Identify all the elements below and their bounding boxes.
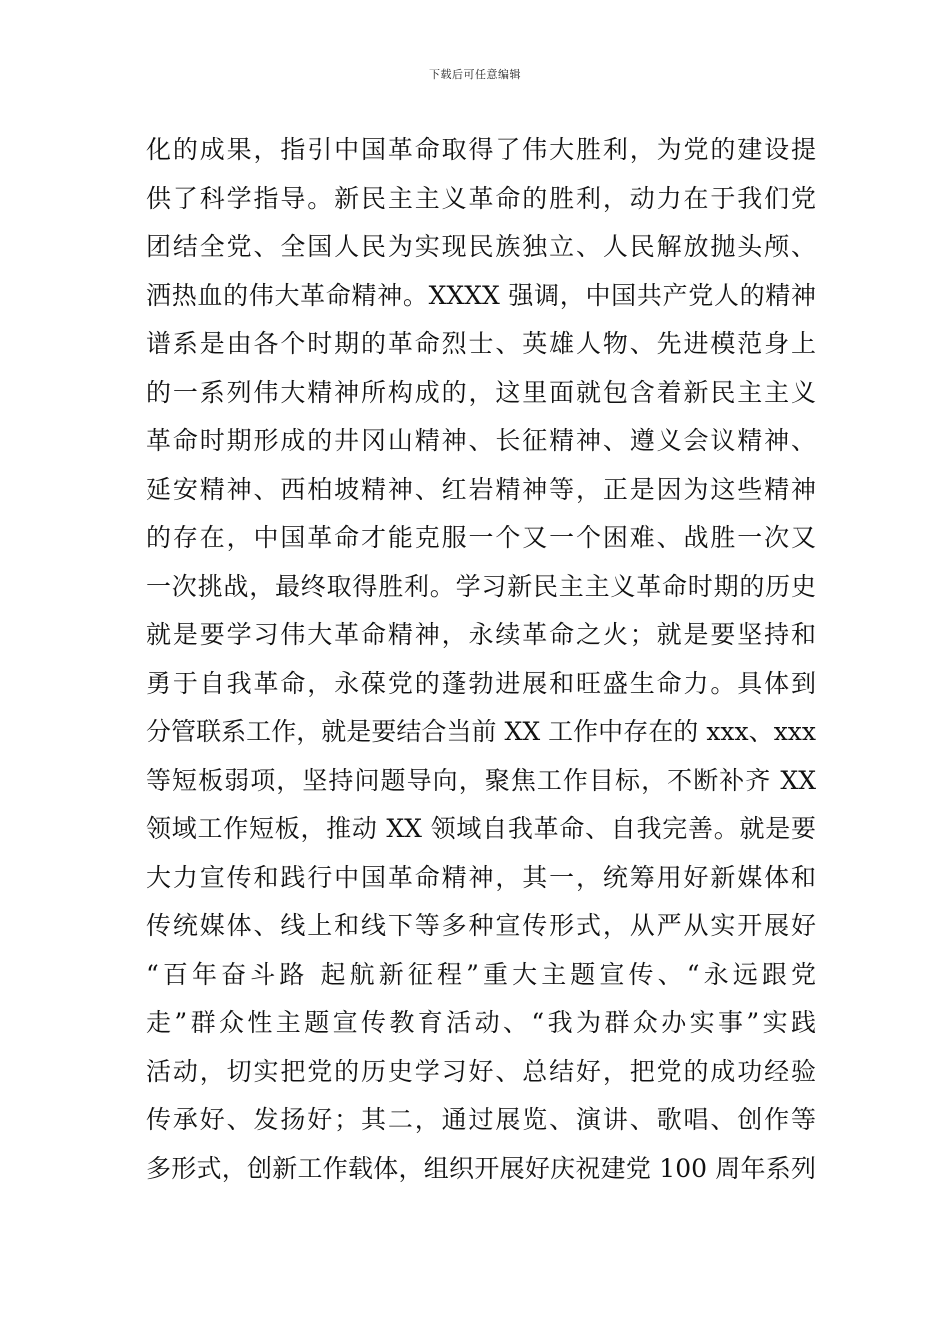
text-line: 勇于自我革命，永葆党的蓬勃进展和旺盛生命力。具体到 — [146, 668, 816, 698]
text-line: 一次挑战，最终取得胜利。学习新民主主义革命时期的历史 — [146, 571, 816, 601]
text-line: 就是要学习伟大革命精神，永续革命之火；就是要坚持和 — [146, 620, 816, 649]
text-line: 的一系列伟大精神所构成的，这里面就包含着新民主主义 — [146, 377, 816, 407]
text-line: 等短板弱项，坚持问题导向，聚焦工作目标，不断补齐 XX — [146, 765, 816, 795]
body-text — [146, 126, 816, 1193]
text-line: 化的成果，指引中国革命取得了伟大胜利，为党的建设提 — [146, 135, 816, 164]
text-line: “百年奋斗路 起航新征程”重大主题宣传、“永远跟党 — [146, 959, 816, 989]
text-line: 传统媒体、线上和线下等多种宣传形式，从严从实开展好 — [146, 911, 816, 940]
text-line: 大力宣传和践行中国革命精神，其一，统筹用好新媒体和 — [146, 862, 816, 892]
header-note: 下载后可任意编辑 — [429, 68, 521, 81]
text-line: 多形式，创新工作载体，组织开展好庆祝建党 100 周年系列 — [146, 1153, 816, 1183]
text-line: 传承好、发扬好；其二，通过展览、演讲、歌唱、创作等 — [146, 1105, 816, 1134]
text-line: 革命时期形成的井冈山精神、长征精神、遵义会议精神、 — [146, 426, 816, 455]
text-line: 分管联系工作，就是要结合当前 XX 工作中存在的 xxx、xxx — [146, 717, 816, 746]
text-line: 团结全党、全国人民为实现民族独立、人民解放抛头颅、 — [146, 232, 816, 261]
text-line: 的存在，中国革命才能克服一个又一个困难、战胜一次又 — [146, 523, 816, 552]
text-line: 活动，切实把党的历史学习好、总结好，把党的成功经验 — [146, 1056, 816, 1086]
text-line: 走”群众性主题宣传教育活动、“我为群众办实事”实践 — [146, 1008, 816, 1037]
text-line: 领域工作短板，推动 XX 领域自我革命、自我完善。就是要 — [146, 814, 816, 843]
text-line: 供了科学指导。新民主主义革命的胜利，动力在于我们党 — [146, 183, 816, 213]
text-line: 洒热血的伟大革命精神。XXXX 强调，中国共产党人的精神 — [146, 280, 816, 310]
text-line: 延安精神、西柏坡精神、红岩精神等，正是因为这些精神 — [146, 474, 816, 504]
text-line: 谱系是由各个时期的革命烈士、英雄人物、先进模范身上 — [146, 329, 816, 358]
